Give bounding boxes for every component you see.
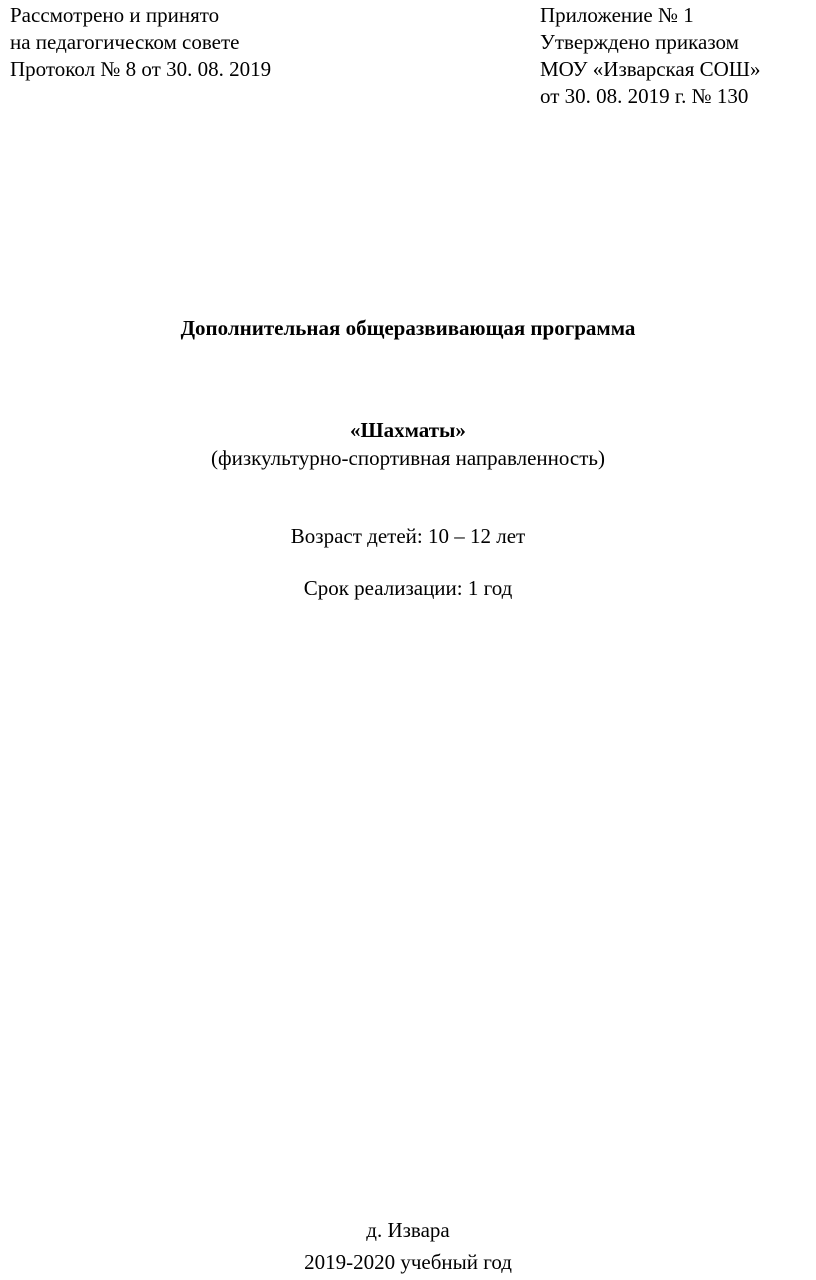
program-name: «Шахматы»	[350, 418, 466, 442]
approval-block	[10, 2, 271, 83]
approval-line: Рассмотрено и принято	[10, 3, 220, 27]
approval-line: на педагогическом совете	[10, 30, 240, 54]
order-line: от 30. 08. 2019 г. № 130	[540, 84, 749, 108]
implementation-term: Срок реализации: 1 год	[303, 576, 513, 600]
children-age: Возраст детей: 10 – 12 лет	[290, 524, 526, 548]
place-name: д. Извара	[366, 1218, 450, 1242]
program-direction: (физкультурно-спортивная направленность)	[211, 446, 605, 470]
order-line: Приложение № 1	[540, 3, 694, 27]
order-line: МОУ «Изварская СОШ»	[540, 57, 761, 81]
order-block	[540, 2, 761, 110]
academic-year: 2019-2020 учебный год	[304, 1250, 512, 1274]
program-title: Дополнительная общеразвивающая программа	[180, 316, 636, 340]
approval-line: Протокол № 8 от 30. 08. 2019	[10, 57, 272, 81]
order-line: Утверждено приказом	[540, 30, 739, 54]
